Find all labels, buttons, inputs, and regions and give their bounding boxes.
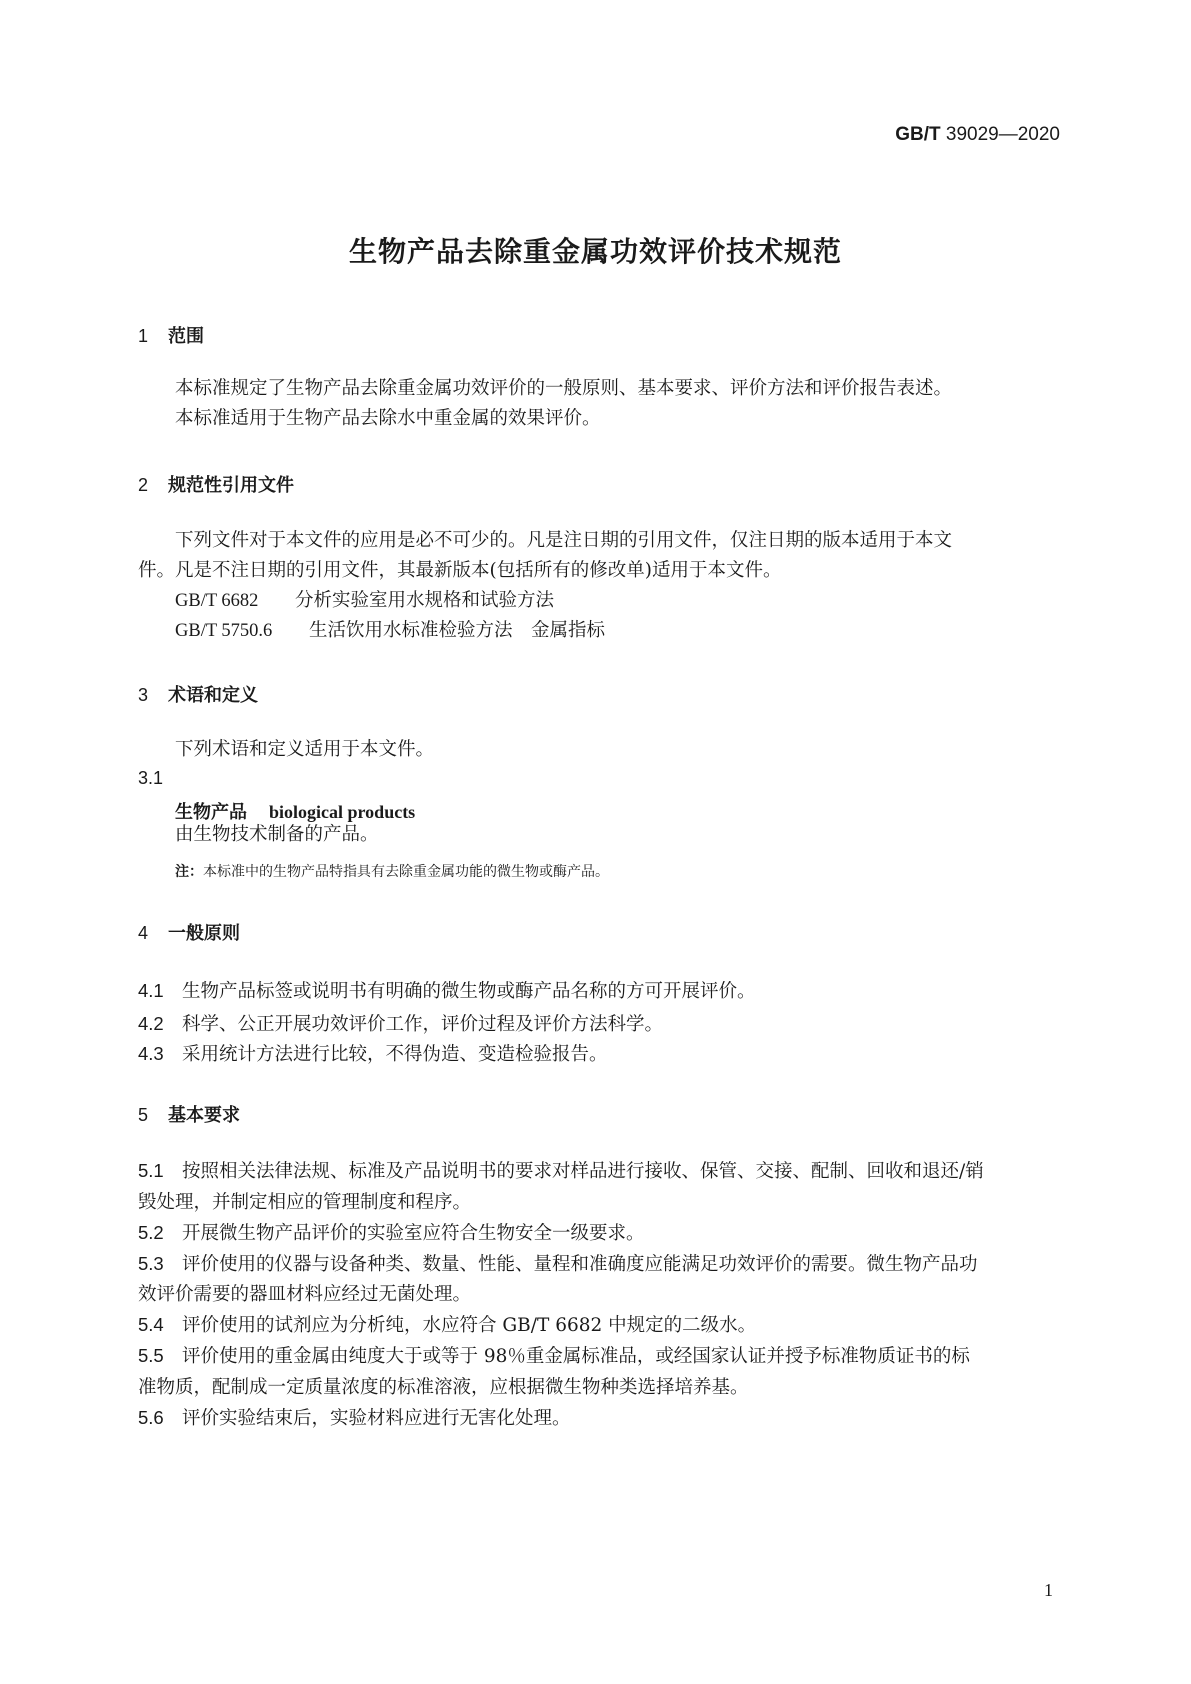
clause-text: 开展微生物产品评价的实验室应符合生物安全一级要求。: [182, 1223, 645, 1244]
clause: [138, 1219, 645, 1245]
clause-text: 生物产品标签或说明书有明确的微生物或酶产品名称的方可开展评价。: [182, 981, 756, 1002]
section-title: 范围: [168, 326, 204, 347]
clause-continuation: 毁处理，并制定相应的管理制度和程序。: [138, 1192, 472, 1213]
term-name-en: biological products: [269, 802, 416, 822]
standard-prefix: GB/T: [895, 124, 941, 145]
clause-number: 4.3: [138, 1043, 164, 1064]
clause-number: 5.5: [138, 1345, 164, 1366]
clause: [138, 1040, 608, 1066]
clause: [138, 1311, 756, 1337]
standard-number: 39029—2020: [940, 124, 1060, 145]
clause: [138, 1010, 663, 1036]
section-2-paragraph-line: 下列文件对于本文件的应用是必不可少的。凡是注日期的引用文件，仅注日期的版本适用于本文: [175, 530, 953, 551]
clause-number: 5.3: [138, 1253, 164, 1274]
note-text: 本标准中的生物产品特指具有去除重金属功能的微生物或酶产品。: [203, 864, 609, 880]
reference-title: 生活饮用水标准检验方法 金属指标: [309, 620, 606, 641]
section-2-paragraph-line: 件。凡是不注日期的引用文件，其最新版本(包括所有的修改单)适用于本文件。: [138, 560, 782, 581]
clause: [138, 1250, 978, 1276]
clause-number: 5.6: [138, 1407, 164, 1428]
clause: [138, 1157, 984, 1183]
clause-text: 按照相关法律法规、标准及产品说明书的要求对样品进行接收、保管、交接、配制、回收和退还/销: [182, 1161, 984, 1182]
reference-title: 分析实验室用水规格和试验方法: [295, 590, 555, 611]
clause-text: 采用统计方法进行比较，不得伪造、变造检验报告。: [182, 1044, 608, 1065]
clause-number: 5.4: [138, 1314, 164, 1335]
section-title: 一般原则: [168, 923, 240, 944]
clause-continuation: 效评价需要的器皿材料应经过无菌处理。: [138, 1284, 472, 1305]
section-3-intro: 下列术语和定义适用于本文件。: [175, 739, 435, 760]
clause-text: 科学、公正开展功效评价工作，评价过程及评价方法科学。: [182, 1014, 664, 1035]
section-number: 2: [138, 475, 149, 495]
section-number: 4: [138, 923, 149, 943]
clause-text: 评价实验结束后，实验材料应进行无害化处理。: [182, 1408, 571, 1429]
section-1-paragraph: 本标准规定了生物产品去除重金属功效评价的一般原则、基本要求、评价方法和评价报告表述。: [175, 378, 953, 399]
section-number: 3: [138, 685, 149, 705]
note-label: 注：: [175, 864, 203, 880]
section-title: 术语和定义: [168, 685, 258, 706]
clause-continuation: 准物质，配制成一定质量浓度的标准溶液，应根据微生物种类选择培养基。: [138, 1377, 749, 1398]
page-number: 1: [1044, 1580, 1053, 1600]
section-5-heading: [138, 1101, 240, 1127]
section-1-heading: [138, 322, 204, 348]
section-1-paragraph: 本标准适用于生物产品去除水中重金属的效果评价。: [175, 408, 601, 429]
clause: [138, 1404, 571, 1430]
document-title: 生物产品去除重金属功效评价技术规范: [348, 235, 842, 268]
reference-code: GB/T 6682: [175, 591, 259, 611]
term-number: 3.1: [138, 768, 164, 788]
reference-code: GB/T 5750.6: [175, 621, 273, 641]
clause-number: 5.2: [138, 1222, 164, 1243]
clause-number: 5.1: [138, 1160, 164, 1181]
section-title: 规范性引用文件: [168, 475, 294, 496]
clause: [138, 1342, 970, 1368]
section-title: 基本要求: [168, 1105, 240, 1126]
clause-number: 4.1: [138, 980, 164, 1001]
clause-number: 4.2: [138, 1013, 164, 1034]
term-note: [175, 861, 609, 881]
clause-text: 评价使用的仪器与设备种类、数量、性能、量程和准确度应能满足功效评价的需要。微生物产品功: [182, 1254, 978, 1275]
section-number: 5: [138, 1105, 149, 1125]
section-4-heading: [138, 919, 240, 945]
section-3-heading: [138, 681, 258, 707]
section-number: 1: [138, 326, 149, 346]
normative-reference: [175, 616, 605, 646]
clause-text: 评价使用的重金属由纯度大于或等于 98％重金属标准品，或经国家认证并授予标准物质证书的标: [182, 1346, 970, 1367]
term-definition: 由生物技术制备的产品。: [175, 824, 379, 845]
normative-reference: [175, 586, 554, 616]
term-name-cn: 生物产品: [175, 802, 247, 823]
standard-code: [895, 124, 1060, 146]
clause-text: 评价使用的试剂应为分析纯，水应符合 GB/T 6682 中规定的二级水。: [182, 1315, 757, 1336]
section-2-heading: [138, 471, 294, 497]
clause: [138, 977, 756, 1003]
